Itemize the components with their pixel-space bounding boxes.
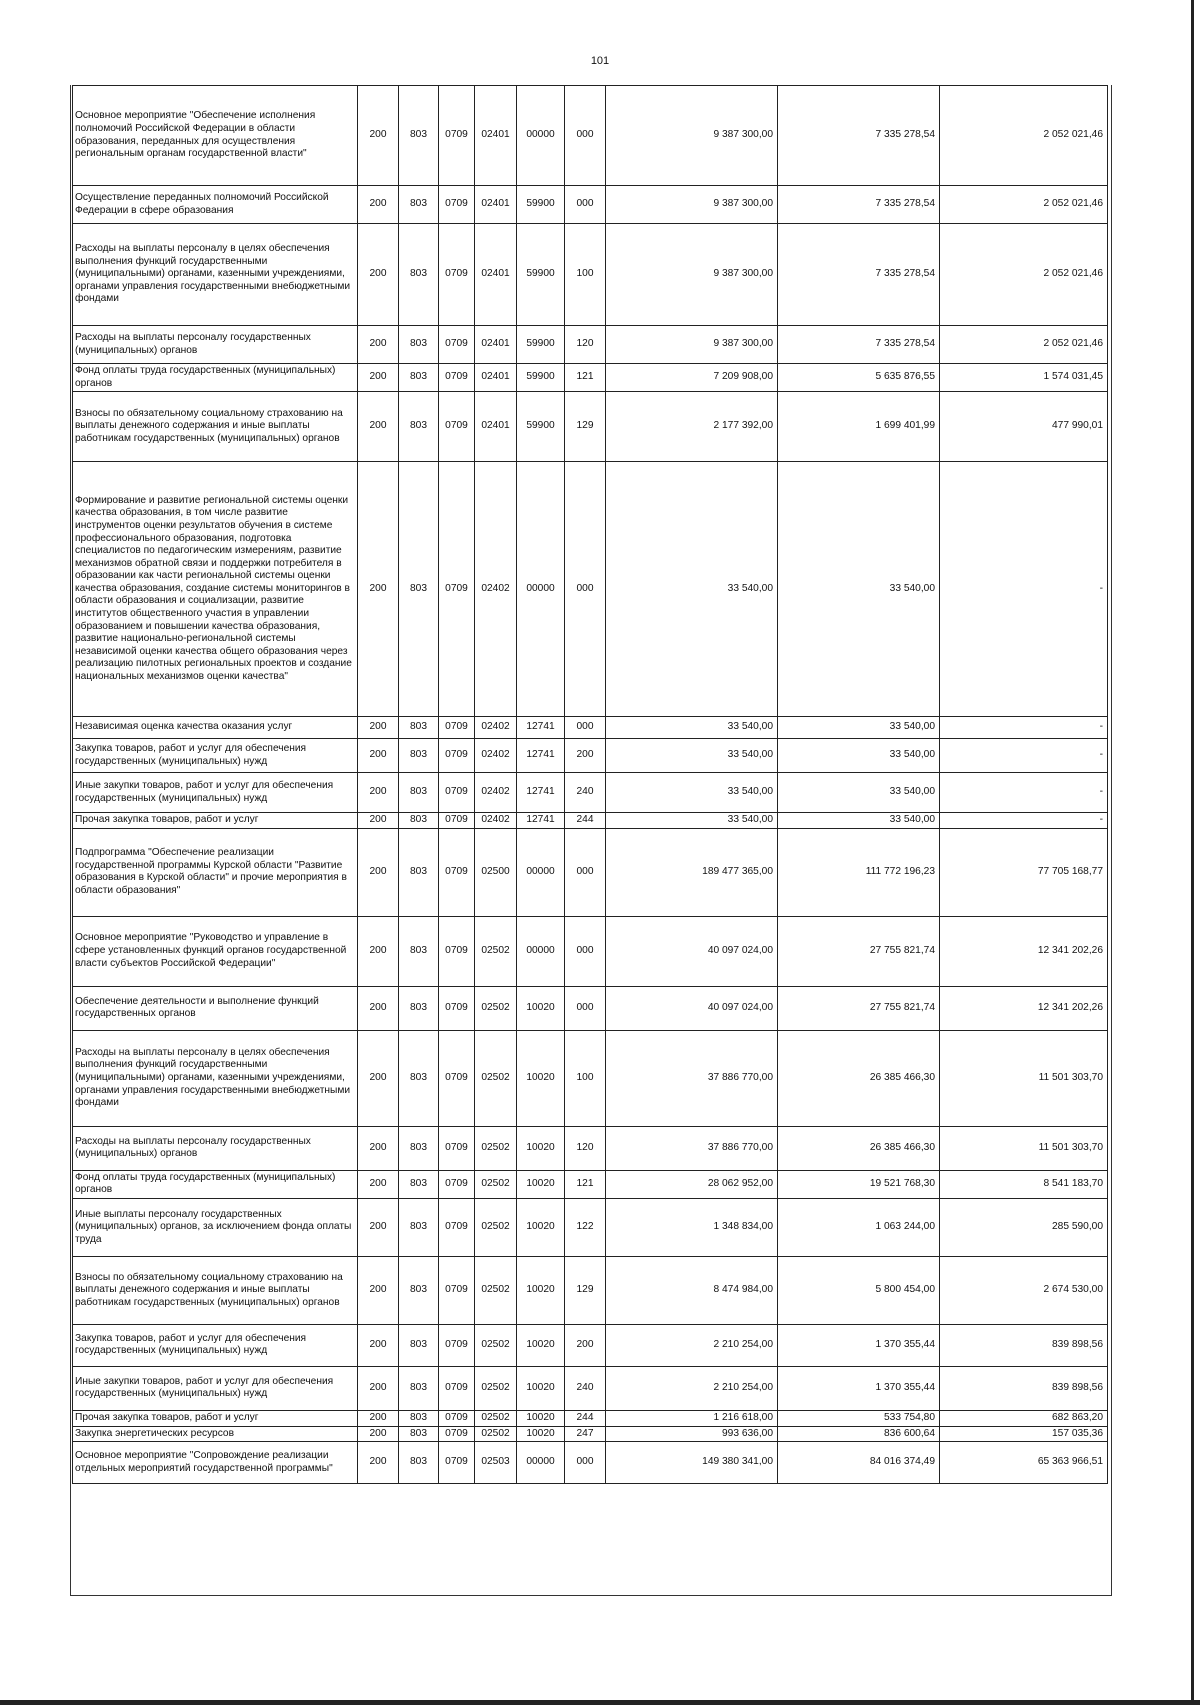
code-cell-c1: 200 bbox=[358, 1324, 399, 1366]
amount-cell-v2: 1 370 355,44 bbox=[778, 1324, 940, 1366]
code-cell-c4: 02401 bbox=[475, 224, 517, 326]
row-name: Формирование и развитие региональной системы оценки качества образования, в том числе развитие инструментов оценки результатов обучения в системе профессионального образования, подготовка специалистов по педагогическим измерениям, развитие механизмов обратной связи и поддержки потребителя в образовании как части региональной системы оценки качества образования, создание системы мониторингов в области образования и социализации, развитие институтов общественного участия в управлении образованием и повышении качества образования, развитие национально-региональной системы независимой оценки качества общего образования через реализацию пилотных региональных проектов и создание национальных механизмов оценки качества" bbox=[73, 462, 358, 717]
amount-cell-v3: 2 052 021,46 bbox=[940, 86, 1108, 186]
code-cell-c2: 803 bbox=[399, 1198, 439, 1256]
code-cell-c1: 200 bbox=[358, 392, 399, 462]
amount-cell-v2: 84 016 374,49 bbox=[778, 1442, 940, 1484]
amount-cell-v3: 157 035,36 bbox=[940, 1426, 1108, 1442]
code-cell-c2: 803 bbox=[399, 224, 439, 326]
row-name: Обеспечение деятельности и выполнение функций государственных органов bbox=[73, 986, 358, 1030]
code-cell-c1: 200 bbox=[358, 1198, 399, 1256]
row-name: Иные закупки товаров, работ и услуг для обеспечения государственных (муниципальных) нужд bbox=[73, 1366, 358, 1410]
amount-cell-v1: 9 387 300,00 bbox=[606, 86, 778, 186]
amount-cell-v1: 9 387 300,00 bbox=[606, 224, 778, 326]
code-cell-c4: 02502 bbox=[475, 1126, 517, 1170]
table-row bbox=[73, 1126, 1108, 1170]
amount-cell-v2: 7 335 278,54 bbox=[778, 86, 940, 186]
code-cell-c6: 200 bbox=[565, 1324, 606, 1366]
amount-cell-v2: 5 635 876,55 bbox=[778, 364, 940, 392]
amount-cell-v3: 839 898,56 bbox=[940, 1366, 1108, 1410]
code-cell-c1: 200 bbox=[358, 916, 399, 986]
amount-cell-v1: 2 210 254,00 bbox=[606, 1324, 778, 1366]
row-name: Основное мероприятие "Сопровождение реализации отдельных мероприятий государственной программы" bbox=[73, 1442, 358, 1484]
amount-cell-v1: 33 540,00 bbox=[606, 773, 778, 813]
code-cell-c4: 02402 bbox=[475, 462, 517, 717]
amount-cell-v2: 27 755 821,74 bbox=[778, 916, 940, 986]
code-cell-c2: 803 bbox=[399, 1170, 439, 1198]
code-cell-c3: 0709 bbox=[439, 1198, 475, 1256]
table-row bbox=[73, 1426, 1108, 1442]
row-name: Расходы на выплаты персоналу в целях обеспечения выполнения функций государственными (муниципальными) органами, казенными учреждениями, органами управления государственными внебюджетными фондами bbox=[73, 224, 358, 326]
code-cell-c5: 10020 bbox=[517, 1366, 565, 1410]
amount-cell-v1: 33 540,00 bbox=[606, 462, 778, 717]
amount-cell-v3: 477 990,01 bbox=[940, 392, 1108, 462]
code-cell-c4: 02502 bbox=[475, 1198, 517, 1256]
table-row bbox=[73, 462, 1108, 717]
row-name: Независимая оценка качества оказания услуг bbox=[73, 717, 358, 739]
code-cell-c1: 200 bbox=[358, 813, 399, 829]
row-name: Основное мероприятие "Руководство и управление в сфере установленных функций органов государственной власти субъектов Российской Федерации" bbox=[73, 916, 358, 986]
code-cell-c4: 02500 bbox=[475, 828, 517, 916]
code-cell-c5: 10020 bbox=[517, 1170, 565, 1198]
amount-cell-v1: 37 886 770,00 bbox=[606, 1126, 778, 1170]
amount-cell-v3: 2 052 021,46 bbox=[940, 224, 1108, 326]
code-cell-c5: 10020 bbox=[517, 1030, 565, 1126]
amount-cell-v1: 7 209 908,00 bbox=[606, 364, 778, 392]
table-row bbox=[73, 86, 1108, 186]
table-row bbox=[73, 813, 1108, 829]
row-name: Фонд оплаты труда государственных (муниципальных) органов bbox=[73, 364, 358, 392]
code-cell-c2: 803 bbox=[399, 1366, 439, 1410]
page-number: 101 bbox=[590, 55, 610, 67]
row-name: Фонд оплаты труда государственных (муниципальных) органов bbox=[73, 1170, 358, 1198]
code-cell-c3: 0709 bbox=[439, 364, 475, 392]
table-row bbox=[73, 916, 1108, 986]
row-name: Взносы по обязательному социальному страхованию на выплаты денежного содержания и иные выплаты работникам государственных (муниципальных) органов bbox=[73, 1256, 358, 1324]
amount-cell-v3: 12 341 202,26 bbox=[940, 986, 1108, 1030]
code-cell-c6: 120 bbox=[565, 1126, 606, 1170]
amount-cell-v3: - bbox=[940, 813, 1108, 829]
code-cell-c4: 02401 bbox=[475, 326, 517, 364]
code-cell-c6: 121 bbox=[565, 1170, 606, 1198]
code-cell-c6: 129 bbox=[565, 392, 606, 462]
page-edge-right bbox=[1191, 0, 1194, 1705]
code-cell-c5: 12741 bbox=[517, 717, 565, 739]
amount-cell-v1: 993 636,00 bbox=[606, 1426, 778, 1442]
amount-cell-v2: 7 335 278,54 bbox=[778, 224, 940, 326]
amount-cell-v1: 37 886 770,00 bbox=[606, 1030, 778, 1126]
row-name: Закупка энергетических ресурсов bbox=[73, 1426, 358, 1442]
amount-cell-v2: 533 754,80 bbox=[778, 1410, 940, 1426]
code-cell-c3: 0709 bbox=[439, 86, 475, 186]
amount-cell-v1: 9 387 300,00 bbox=[606, 326, 778, 364]
row-name: Расходы на выплаты персоналу государственных (муниципальных) органов bbox=[73, 1126, 358, 1170]
code-cell-c1: 200 bbox=[358, 1426, 399, 1442]
amount-cell-v3: 1 574 031,45 bbox=[940, 364, 1108, 392]
amount-cell-v2: 111 772 196,23 bbox=[778, 828, 940, 916]
code-cell-c4: 02502 bbox=[475, 1410, 517, 1426]
amount-cell-v1: 149 380 341,00 bbox=[606, 1442, 778, 1484]
row-name: Иные закупки товаров, работ и услуг для обеспечения государственных (муниципальных) нужд bbox=[73, 773, 358, 813]
code-cell-c4: 02502 bbox=[475, 1324, 517, 1366]
table-row bbox=[73, 1366, 1108, 1410]
code-cell-c3: 0709 bbox=[439, 1442, 475, 1484]
row-name: Иные выплаты персоналу государственных (муниципальных) органов, за исключением фонда оплаты труда bbox=[73, 1198, 358, 1256]
code-cell-c4: 02502 bbox=[475, 1256, 517, 1324]
amount-cell-v1: 2 177 392,00 bbox=[606, 392, 778, 462]
amount-cell-v3: 8 541 183,70 bbox=[940, 1170, 1108, 1198]
code-cell-c2: 803 bbox=[399, 326, 439, 364]
code-cell-c5: 59900 bbox=[517, 326, 565, 364]
amount-cell-v3: 77 705 168,77 bbox=[940, 828, 1108, 916]
code-cell-c2: 803 bbox=[399, 739, 439, 773]
code-cell-c2: 803 bbox=[399, 1256, 439, 1324]
amount-cell-v3: 682 863,20 bbox=[940, 1410, 1108, 1426]
code-cell-c2: 803 bbox=[399, 1410, 439, 1426]
code-cell-c2: 803 bbox=[399, 1426, 439, 1442]
code-cell-c6: 120 bbox=[565, 326, 606, 364]
code-cell-c5: 59900 bbox=[517, 186, 565, 224]
table-row bbox=[73, 326, 1108, 364]
amount-cell-v1: 40 097 024,00 bbox=[606, 916, 778, 986]
amount-cell-v2: 27 755 821,74 bbox=[778, 986, 940, 1030]
budget-table bbox=[72, 85, 1108, 1484]
amount-cell-v2: 836 600,64 bbox=[778, 1426, 940, 1442]
amount-cell-v3: - bbox=[940, 773, 1108, 813]
code-cell-c2: 803 bbox=[399, 86, 439, 186]
amount-cell-v3: 11 501 303,70 bbox=[940, 1126, 1108, 1170]
amount-cell-v1: 33 540,00 bbox=[606, 739, 778, 773]
code-cell-c6: 200 bbox=[565, 739, 606, 773]
code-cell-c3: 0709 bbox=[439, 1410, 475, 1426]
code-cell-c2: 803 bbox=[399, 1324, 439, 1366]
code-cell-c3: 0709 bbox=[439, 986, 475, 1030]
table-row bbox=[73, 392, 1108, 462]
code-cell-c5: 12741 bbox=[517, 739, 565, 773]
amount-cell-v1: 2 210 254,00 bbox=[606, 1366, 778, 1410]
code-cell-c6: 240 bbox=[565, 773, 606, 813]
code-cell-c4: 02401 bbox=[475, 392, 517, 462]
code-cell-c1: 200 bbox=[358, 986, 399, 1030]
code-cell-c1: 200 bbox=[358, 1030, 399, 1126]
code-cell-c2: 803 bbox=[399, 773, 439, 813]
code-cell-c2: 803 bbox=[399, 916, 439, 986]
code-cell-c5: 10020 bbox=[517, 986, 565, 1030]
amount-cell-v1: 28 062 952,00 bbox=[606, 1170, 778, 1198]
amount-cell-v3: 285 590,00 bbox=[940, 1198, 1108, 1256]
amount-cell-v2: 7 335 278,54 bbox=[778, 186, 940, 224]
table-row bbox=[73, 224, 1108, 326]
code-cell-c5: 10020 bbox=[517, 1426, 565, 1442]
code-cell-c3: 0709 bbox=[439, 186, 475, 224]
table-row bbox=[73, 1030, 1108, 1126]
code-cell-c1: 200 bbox=[358, 1442, 399, 1484]
code-cell-c1: 200 bbox=[358, 1366, 399, 1410]
row-name: Основное мероприятие "Обеспечение исполнения полномочий Российской Федерации в области образования, переданных для осуществления региональным органам государственной власти" bbox=[73, 86, 358, 186]
code-cell-c1: 200 bbox=[358, 773, 399, 813]
amount-cell-v3: 65 363 966,51 bbox=[940, 1442, 1108, 1484]
code-cell-c3: 0709 bbox=[439, 916, 475, 986]
code-cell-c5: 10020 bbox=[517, 1324, 565, 1366]
amount-cell-v2: 1 063 244,00 bbox=[778, 1198, 940, 1256]
code-cell-c5: 59900 bbox=[517, 364, 565, 392]
code-cell-c1: 200 bbox=[358, 717, 399, 739]
code-cell-c5: 12741 bbox=[517, 813, 565, 829]
code-cell-c6: 000 bbox=[565, 86, 606, 186]
code-cell-c5: 59900 bbox=[517, 392, 565, 462]
table-row bbox=[73, 1410, 1108, 1426]
code-cell-c1: 200 bbox=[358, 186, 399, 224]
code-cell-c2: 803 bbox=[399, 986, 439, 1030]
table-row bbox=[73, 986, 1108, 1030]
code-cell-c4: 02502 bbox=[475, 1030, 517, 1126]
code-cell-c4: 02502 bbox=[475, 916, 517, 986]
amount-cell-v2: 7 335 278,54 bbox=[778, 326, 940, 364]
code-cell-c2: 803 bbox=[399, 364, 439, 392]
amount-cell-v2: 26 385 466,30 bbox=[778, 1030, 940, 1126]
code-cell-c1: 200 bbox=[358, 326, 399, 364]
code-cell-c6: 000 bbox=[565, 717, 606, 739]
table-row bbox=[73, 739, 1108, 773]
row-name: Прочая закупка товаров, работ и услуг bbox=[73, 1410, 358, 1426]
code-cell-c4: 02502 bbox=[475, 1426, 517, 1442]
page-edge-bottom bbox=[0, 1700, 1200, 1705]
code-cell-c6: 000 bbox=[565, 916, 606, 986]
table-row bbox=[73, 1324, 1108, 1366]
code-cell-c5: 59900 bbox=[517, 224, 565, 326]
amount-cell-v1: 189 477 365,00 bbox=[606, 828, 778, 916]
code-cell-c5: 00000 bbox=[517, 1442, 565, 1484]
code-cell-c4: 02502 bbox=[475, 986, 517, 1030]
code-cell-c3: 0709 bbox=[439, 1126, 475, 1170]
amount-cell-v1: 1 216 618,00 bbox=[606, 1410, 778, 1426]
amount-cell-v1: 8 474 984,00 bbox=[606, 1256, 778, 1324]
amount-cell-v1: 33 540,00 bbox=[606, 813, 778, 829]
amount-cell-v2: 33 540,00 bbox=[778, 739, 940, 773]
code-cell-c2: 803 bbox=[399, 392, 439, 462]
code-cell-c6: 000 bbox=[565, 828, 606, 916]
code-cell-c3: 0709 bbox=[439, 462, 475, 717]
row-name: Подпрограмма "Обеспечение реализации государственной программы Курской области "Развитие образования в Курской области" и прочие мероприятия в области образования" bbox=[73, 828, 358, 916]
row-name: Прочая закупка товаров, работ и услуг bbox=[73, 813, 358, 829]
amount-cell-v3: 2 052 021,46 bbox=[940, 326, 1108, 364]
code-cell-c2: 803 bbox=[399, 1030, 439, 1126]
code-cell-c4: 02502 bbox=[475, 1170, 517, 1198]
amount-cell-v3: 11 501 303,70 bbox=[940, 1030, 1108, 1126]
code-cell-c3: 0709 bbox=[439, 1256, 475, 1324]
code-cell-c3: 0709 bbox=[439, 1030, 475, 1126]
code-cell-c1: 200 bbox=[358, 224, 399, 326]
amount-cell-v3: 839 898,56 bbox=[940, 1324, 1108, 1366]
amount-cell-v2: 5 800 454,00 bbox=[778, 1256, 940, 1324]
code-cell-c3: 0709 bbox=[439, 1170, 475, 1198]
row-name: Расходы на выплаты персоналу государственных (муниципальных) органов bbox=[73, 326, 358, 364]
code-cell-c3: 0709 bbox=[439, 392, 475, 462]
code-cell-c2: 803 bbox=[399, 828, 439, 916]
amount-cell-v1: 33 540,00 bbox=[606, 717, 778, 739]
code-cell-c1: 200 bbox=[358, 1410, 399, 1426]
code-cell-c1: 200 bbox=[358, 1256, 399, 1324]
code-cell-c3: 0709 bbox=[439, 739, 475, 773]
code-cell-c1: 200 bbox=[358, 739, 399, 773]
code-cell-c2: 803 bbox=[399, 717, 439, 739]
code-cell-c3: 0709 bbox=[439, 326, 475, 364]
code-cell-c2: 803 bbox=[399, 1126, 439, 1170]
code-cell-c4: 02402 bbox=[475, 717, 517, 739]
amount-cell-v1: 1 348 834,00 bbox=[606, 1198, 778, 1256]
code-cell-c4: 02401 bbox=[475, 86, 517, 186]
code-cell-c6: 129 bbox=[565, 1256, 606, 1324]
code-cell-c4: 02402 bbox=[475, 739, 517, 773]
row-name: Закупка товаров, работ и услуг для обеспечения государственных (муниципальных) нужд bbox=[73, 1324, 358, 1366]
code-cell-c5: 00000 bbox=[517, 828, 565, 916]
table-row bbox=[73, 186, 1108, 224]
amount-cell-v2: 33 540,00 bbox=[778, 462, 940, 717]
table-row bbox=[73, 1442, 1108, 1484]
amount-cell-v2: 33 540,00 bbox=[778, 717, 940, 739]
table-body bbox=[73, 86, 1108, 1484]
code-cell-c1: 200 bbox=[358, 86, 399, 186]
code-cell-c6: 100 bbox=[565, 224, 606, 326]
table-row bbox=[73, 1256, 1108, 1324]
amount-cell-v3: - bbox=[940, 717, 1108, 739]
code-cell-c5: 12741 bbox=[517, 773, 565, 813]
row-name: Закупка товаров, работ и услуг для обеспечения государственных (муниципальных) нужд bbox=[73, 739, 358, 773]
code-cell-c2: 803 bbox=[399, 813, 439, 829]
table-row bbox=[73, 1170, 1108, 1198]
amount-cell-v3: 2 674 530,00 bbox=[940, 1256, 1108, 1324]
code-cell-c3: 0709 bbox=[439, 1426, 475, 1442]
code-cell-c5: 00000 bbox=[517, 462, 565, 717]
code-cell-c3: 0709 bbox=[439, 717, 475, 739]
code-cell-c6: 000 bbox=[565, 462, 606, 717]
code-cell-c3: 0709 bbox=[439, 1324, 475, 1366]
amount-cell-v2: 1 699 401,99 bbox=[778, 392, 940, 462]
table-row bbox=[73, 717, 1108, 739]
amount-cell-v2: 26 385 466,30 bbox=[778, 1126, 940, 1170]
code-cell-c4: 02502 bbox=[475, 1366, 517, 1410]
code-cell-c6: 244 bbox=[565, 1410, 606, 1426]
code-cell-c6: 240 bbox=[565, 1366, 606, 1410]
code-cell-c5: 10020 bbox=[517, 1410, 565, 1426]
code-cell-c5: 00000 bbox=[517, 86, 565, 186]
code-cell-c6: 122 bbox=[565, 1198, 606, 1256]
amount-cell-v2: 1 370 355,44 bbox=[778, 1366, 940, 1410]
code-cell-c6: 100 bbox=[565, 1030, 606, 1126]
amount-cell-v3: 12 341 202,26 bbox=[940, 916, 1108, 986]
row-name: Взносы по обязательному социальному страхованию на выплаты денежного содержания и иные выплаты работникам государственных (муниципальных) органов bbox=[73, 392, 358, 462]
code-cell-c2: 803 bbox=[399, 462, 439, 717]
table-row bbox=[73, 1198, 1108, 1256]
code-cell-c4: 02401 bbox=[475, 186, 517, 224]
code-cell-c3: 0709 bbox=[439, 224, 475, 326]
table-row bbox=[73, 364, 1108, 392]
code-cell-c4: 02402 bbox=[475, 773, 517, 813]
code-cell-c6: 000 bbox=[565, 1442, 606, 1484]
amount-cell-v1: 40 097 024,00 bbox=[606, 986, 778, 1030]
code-cell-c6: 000 bbox=[565, 186, 606, 224]
code-cell-c1: 200 bbox=[358, 828, 399, 916]
amount-cell-v2: 19 521 768,30 bbox=[778, 1170, 940, 1198]
code-cell-c6: 247 bbox=[565, 1426, 606, 1442]
amount-cell-v3: - bbox=[940, 739, 1108, 773]
code-cell-c2: 803 bbox=[399, 186, 439, 224]
amount-cell-v3: - bbox=[940, 462, 1108, 717]
row-name: Осуществление переданных полномочий Российской Федерации в сфере образования bbox=[73, 186, 358, 224]
code-cell-c1: 200 bbox=[358, 364, 399, 392]
table-row bbox=[73, 828, 1108, 916]
code-cell-c5: 10020 bbox=[517, 1256, 565, 1324]
amount-cell-v2: 33 540,00 bbox=[778, 813, 940, 829]
code-cell-c6: 000 bbox=[565, 986, 606, 1030]
code-cell-c6: 244 bbox=[565, 813, 606, 829]
code-cell-c4: 02402 bbox=[475, 813, 517, 829]
code-cell-c4: 02401 bbox=[475, 364, 517, 392]
amount-cell-v1: 9 387 300,00 bbox=[606, 186, 778, 224]
amount-cell-v2: 33 540,00 bbox=[778, 773, 940, 813]
code-cell-c5: 10020 bbox=[517, 1126, 565, 1170]
code-cell-c6: 121 bbox=[565, 364, 606, 392]
code-cell-c3: 0709 bbox=[439, 773, 475, 813]
table-row bbox=[73, 773, 1108, 813]
code-cell-c3: 0709 bbox=[439, 828, 475, 916]
code-cell-c3: 0709 bbox=[439, 1366, 475, 1410]
code-cell-c1: 200 bbox=[358, 462, 399, 717]
amount-cell-v3: 2 052 021,46 bbox=[940, 186, 1108, 224]
code-cell-c5: 10020 bbox=[517, 1198, 565, 1256]
code-cell-c1: 200 bbox=[358, 1170, 399, 1198]
code-cell-c2: 803 bbox=[399, 1442, 439, 1484]
row-name: Расходы на выплаты персоналу в целях обеспечения выполнения функций государственными (муниципальными) органами, казенными учреждениями, органами управления государственными внебюджетными фондами bbox=[73, 1030, 358, 1126]
code-cell-c5: 00000 bbox=[517, 916, 565, 986]
code-cell-c3: 0709 bbox=[439, 813, 475, 829]
code-cell-c4: 02503 bbox=[475, 1442, 517, 1484]
code-cell-c1: 200 bbox=[358, 1126, 399, 1170]
